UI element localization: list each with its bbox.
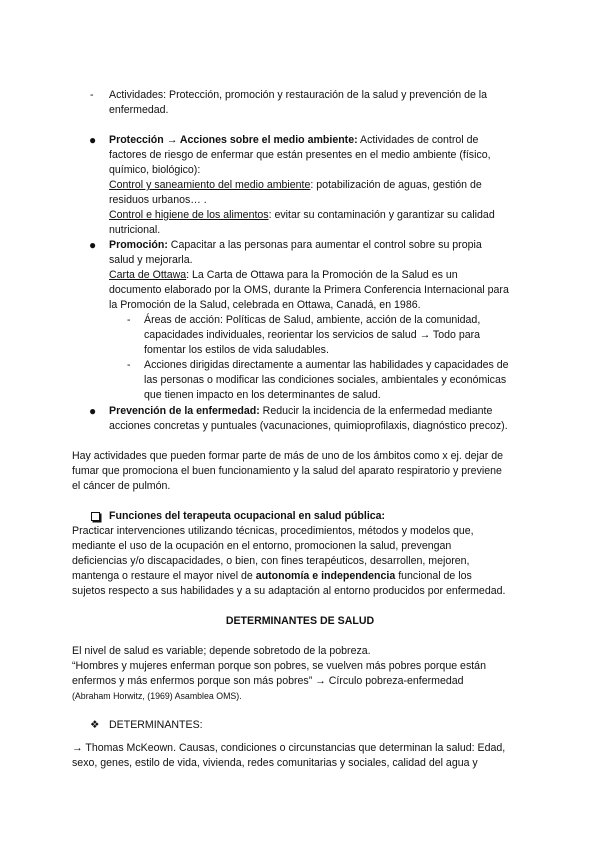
funciones-line-5: sujetos respecto a sus habilidades y a su adaptación al entorno producidos por enfermedad. bbox=[72, 585, 506, 597]
promocion-text-3: : La Carta de Ottawa para la Promoción de la Salud es un bbox=[186, 269, 458, 281]
promocion-line-3 bbox=[109, 268, 458, 282]
areas-line-2: capacidades individuales, reorientar los servicios de salud → Todo para bbox=[144, 329, 481, 341]
promocion-line-1 bbox=[109, 238, 482, 252]
promocion-line-4: documento elaborado por la OMS, durante la Primera Conferencia Internacional para bbox=[109, 284, 509, 296]
proteccion-line-7: nutricional. bbox=[109, 224, 161, 236]
proteccion-line-1 bbox=[109, 133, 478, 147]
determinantes-line-2: “Hombres y mujeres enferman porque son pobres, se vuelven más pobres porque están bbox=[72, 660, 486, 672]
funciones-line-2: mediante el uso de la ocupación en el entorno, promocionen la salud, prevengan bbox=[72, 540, 452, 552]
funciones-line-1: Practicar intervenciones utilizando técnicas, procedimientos, métodos y modelos que, bbox=[72, 525, 474, 537]
control-saneamiento-term: Control y saneamiento del medio ambiente bbox=[109, 179, 311, 191]
paragraph-line-2: fumar que promociona el buen funcionamiento y la salud del aparato respiratorio y previene bbox=[72, 465, 502, 477]
determinantes-line-6: sexo, genes, estilo de vida, vivienda, redes comunitarias y sociales, calidad del agua y bbox=[72, 757, 478, 769]
checkbox-square-icon bbox=[91, 512, 100, 521]
promocion-title: Promoción: bbox=[109, 239, 168, 251]
proteccion-line-6 bbox=[109, 208, 495, 222]
prevencion-line-2: acciones concretas y puntuales (vacunaciones, quimioprofilaxis, diagnóstico precoz). bbox=[109, 420, 508, 432]
promocion-line-2: salud y mejorarla. bbox=[109, 254, 193, 266]
determinantes-line-3: enfermos y más enfermos porque son más pobres” → Círculo pobreza-enfermedad bbox=[72, 675, 464, 687]
section-title: DETERMINANTES DE SALUD bbox=[225, 615, 375, 627]
prevencion-line-1 bbox=[109, 404, 492, 418]
proteccion-line-3: químico, biológico): bbox=[109, 164, 201, 176]
funciones-heading: Funciones del terapeuta ocupacional en salud pública: bbox=[109, 510, 386, 522]
dash-marker: - bbox=[90, 89, 94, 101]
citation: (Abraham Horwitz, (1969) Asamblea OMS). bbox=[72, 691, 242, 701]
proteccion-text-4: : potabilización de aguas, gestión de bbox=[310, 179, 482, 191]
dash-marker: - bbox=[127, 359, 131, 371]
proteccion-line-4 bbox=[109, 178, 482, 192]
acciones-line-1: Acciones dirigidas directamente a aumentar las habilidades y capacidades de bbox=[144, 359, 509, 371]
bullet-marker: ● bbox=[89, 133, 97, 147]
intro-line-2: enfermedad. bbox=[109, 104, 169, 116]
paragraph-line-1: Hay actividades que pueden formar parte de más de uno de los ámbitos como x ej. dejar de bbox=[72, 450, 504, 462]
prevencion-text-1: Reducir la incidencia de la enfermedad mediante bbox=[259, 405, 493, 417]
acciones-line-3: que tienen impacto en los determinantes de salud. bbox=[144, 389, 381, 401]
promocion-text-1: Capacitar a las personas para aumentar el control sobre su propia bbox=[167, 239, 482, 251]
bullet-marker: ● bbox=[89, 404, 97, 418]
funciones-line-3: deficiencias y/o discapacidades, o bien, con fines terapéuticos, desarrollen, mejoren, bbox=[72, 555, 470, 567]
funciones-text-4c: funcional de los bbox=[395, 570, 472, 582]
funciones-text-4a: mantenga o restaure el mayor nivel de bbox=[72, 570, 256, 582]
promocion-line-5: la Promoción de la Salud, celebrada en Ottawa, Canadá, en 1986. bbox=[109, 299, 421, 311]
proteccion-title: Protección → Acciones sobre el medio ambiente: bbox=[109, 134, 358, 146]
funciones-line-4 bbox=[72, 569, 472, 583]
prevencion-title: Prevención de la enfermedad: bbox=[109, 405, 260, 417]
determinantes-line-1: El nivel de salud es variable; depende sobretodo de la pobreza. bbox=[72, 645, 371, 657]
diamond-bullet-icon: ❖ bbox=[90, 719, 100, 731]
proteccion-line-2: factores de riesgo de enfermar que están presentes en el medio ambiente (físico, bbox=[109, 149, 491, 161]
acciones-line-2: las personas o modificar las condiciones sociales, ambientales y económicas bbox=[144, 374, 507, 386]
paragraph-line-3: el cáncer de pulmón. bbox=[72, 480, 171, 492]
proteccion-text-1: Actividades de control de bbox=[357, 134, 479, 146]
control-higiene-term: Control e higiene de los alimentos bbox=[109, 209, 269, 221]
carta-ottawa-term: Carta de Ottawa bbox=[109, 269, 187, 281]
dash-marker: - bbox=[127, 314, 131, 326]
intro-line-1: Actividades: Protección, promoción y restauración de la salud y prevención de la bbox=[109, 89, 488, 101]
proteccion-text-6: : evitar su contaminación y garantizar su calidad bbox=[268, 209, 495, 221]
determinantes-line-5: → Thomas McKeown. Causas, condiciones o circunstancias que determinan la salud: Edad, bbox=[72, 742, 506, 754]
autonomia-term: autonomía e independencia bbox=[255, 570, 396, 582]
bullet-marker: ● bbox=[89, 238, 97, 252]
proteccion-line-5: residuos urbanos… . bbox=[109, 194, 207, 206]
areas-line-3: fomentar los estilos de vida saludables. bbox=[144, 344, 329, 356]
areas-line-1: Áreas de acción: Políticas de Salud, ambiente, acción de la comunidad, bbox=[144, 314, 481, 326]
determinantes-subheading: DETERMINANTES: bbox=[109, 719, 203, 731]
